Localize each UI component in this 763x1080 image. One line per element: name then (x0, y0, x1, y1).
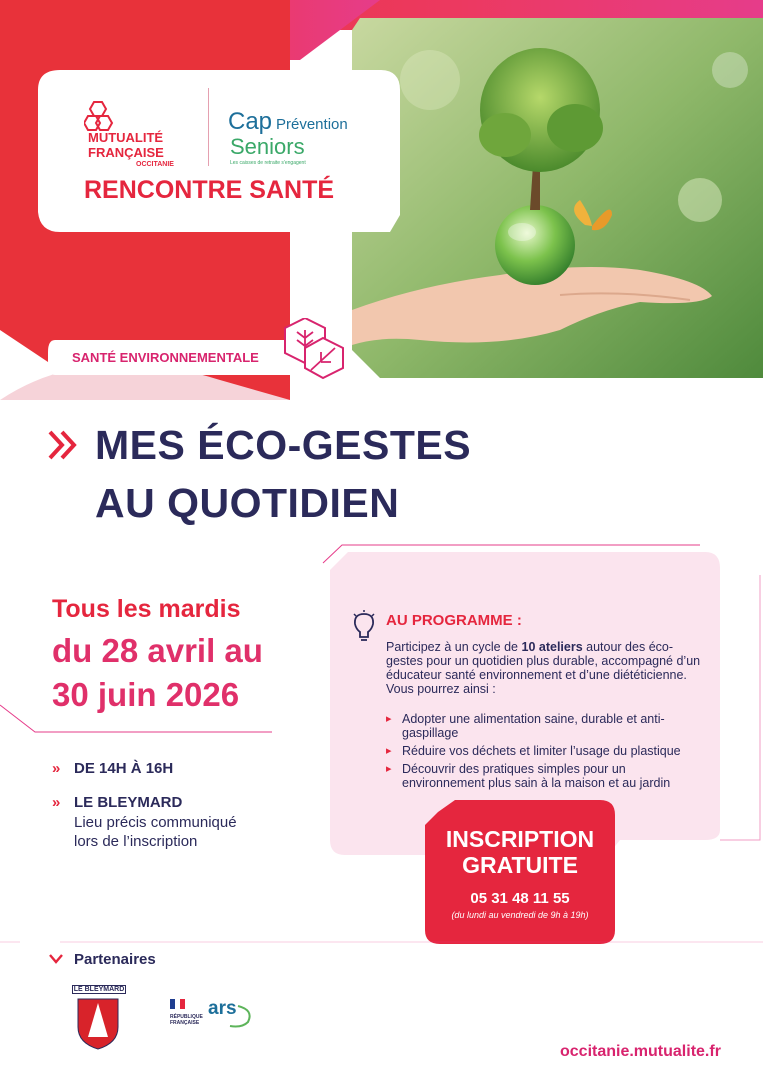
heart-chevron-icon (48, 952, 64, 966)
program-intro-bold: 10 ateliers (521, 640, 583, 654)
mutualite-line2: FRANÇAISE (88, 145, 164, 160)
shield-icon (76, 997, 120, 1051)
program-list (384, 712, 706, 794)
bleymard-crest (72, 985, 124, 1051)
leaf-icon (275, 318, 350, 380)
lightbulb-icon (352, 610, 376, 644)
bleymard-label: LE BLEYMARD (73, 986, 125, 993)
cap-text: Cap (228, 108, 273, 135)
title-chevron-icon (46, 428, 82, 462)
schedule-line2: du 28 avril au (52, 632, 263, 669)
prevention-text: Prévention (276, 116, 348, 133)
registration-line2: GRATUITE (462, 852, 578, 878)
cap-tagline: Les caisses de retraite s'engagent (230, 160, 306, 166)
registration-hours: (du lundi au vendredi de 9h à 19h) (451, 910, 589, 920)
title-line2: AU QUOTIDIEN (95, 480, 400, 526)
republique-line1: RÉPUBLIQUE (170, 1014, 203, 1020)
place-chevron-icon: » (52, 794, 61, 811)
place-note-2: lors de l’inscription (74, 833, 198, 850)
place-text: LE BLEYMARD (74, 794, 183, 811)
mutualite-line1: MUTUALITÉ (88, 130, 164, 145)
program-intro-post: autour des éco-gestes pour un quotidien plus durable, accompagné d’un éducateur santé environnement et d’une diététicienne. (386, 640, 701, 682)
cap-prevention-logo (228, 108, 358, 168)
schedule-line3: 30 juin 2026 (52, 676, 240, 713)
registration-line1: INSCRIPTION (445, 826, 595, 852)
registration-phone[interactable]: 05 31 48 11 55 (470, 890, 570, 907)
program-intro-2: Vous pourrez ainsi : (386, 682, 496, 696)
time-text: DE 14H À 16H (74, 760, 174, 777)
title-line1: MES ÉCO-GESTES (95, 422, 472, 468)
marianne-flag-icon (170, 999, 186, 1009)
partners-heading: Partenaires (74, 951, 156, 968)
theme-badge: SANTÉ ENVIRONNEMENTALE (72, 350, 259, 365)
schedule-line1: Tous les mardis (52, 595, 241, 623)
program-heading: AU PROGRAMME : (386, 612, 522, 629)
program-item: ▸ Découvrir des pratiques simples pour un environnement plus sain à la maison et au jardin (384, 762, 706, 790)
time-chevron-icon: » (52, 760, 61, 777)
republique-line2: FRANÇAISE (170, 1020, 200, 1026)
seniors-text: Seniors (230, 134, 305, 159)
mutualite-region: OCCITANIE (136, 161, 174, 168)
program-item: ▸ Réduire vos déchets et limiter l’usage du plastique (384, 744, 706, 758)
place-note-1: Lieu précis communiqué (74, 814, 237, 831)
ars-logo: ars (208, 998, 237, 1019)
republique-logo (170, 996, 210, 1036)
program-intro-pre: Participez à un cycle de (386, 640, 522, 654)
program-intro (386, 640, 704, 696)
event-type: RENCONTRE SANTÉ (84, 176, 335, 204)
program-item: ▸ Adopter une alimentation saine, durable et anti-gaspillage (384, 712, 706, 740)
footer-url[interactable]: occitanie.mutualite.fr (560, 1043, 721, 1060)
ars-swoosh-icon (208, 1000, 258, 1030)
logo-divider (208, 88, 209, 166)
mutualite-logo (84, 98, 194, 173)
